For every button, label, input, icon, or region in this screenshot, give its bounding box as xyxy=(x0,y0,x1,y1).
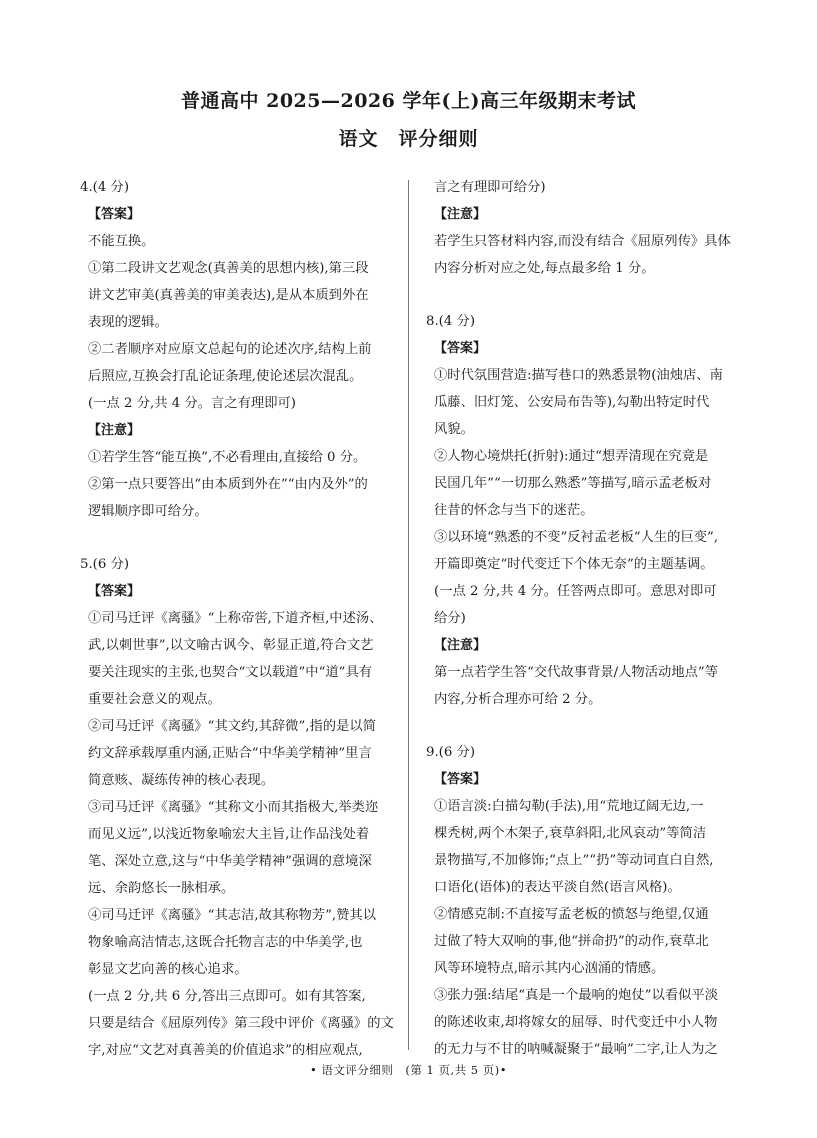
answer-line: 彰显文艺向善的核心追求。 xyxy=(88,962,248,977)
question-4-answer-label: 【答案】 xyxy=(88,207,141,222)
question-4-note xyxy=(80,444,396,525)
note-line: 内容分析对应之处,每点最多给 1 分。 xyxy=(434,261,655,276)
answer-line: (一点 2 分,共 4 分。任答两点即可。意思对即可 xyxy=(434,584,717,599)
answer-line: ②二者顺序对应原文总起句的论述次序,结构上前 xyxy=(88,342,372,357)
answer-line: ①时代氛围营造:描写巷口的熟悉景物(油烛店、南 xyxy=(434,368,723,383)
column-divider xyxy=(408,180,409,1050)
answer-line: 给分) xyxy=(434,611,466,626)
answer-line: 武,以刺世事”,以文喻古讽今、彰显正道,符合文艺 xyxy=(88,638,374,653)
answer-line: 简意赅、凝练传神的核心表现。 xyxy=(88,773,275,788)
note-line: 逻辑顺序即可给分。 xyxy=(88,504,208,519)
answer-line: ①语言淡:白描勾勒(手法),用“荒地辽阔无边,一 xyxy=(434,799,704,814)
answer-line: ①司马迁评《离骚》“上称帝喾,下道齐桓,中述汤、 xyxy=(88,611,383,626)
answer-line: 要关注现实的主张,也契合“文以载道”中“道”具有 xyxy=(88,665,373,680)
answer-line: 只要是结合《屈原列传》第三段中评价《离骚》的文 xyxy=(88,1016,394,1031)
answer-line: ④司马迁评《离骚》“其志洁,故其称物芳”,赞其以 xyxy=(88,908,376,923)
question-8-note xyxy=(426,659,742,713)
note-line: ①若学生答“能互换”,不必看理由,直接给 0 分。 xyxy=(88,450,367,465)
question-5-answer xyxy=(80,605,396,1064)
answer-line: (一点 2 分,共 4 分。言之有理即可) xyxy=(88,396,296,411)
note-line: 第一点若学生答“交代故事背景/人物活动地点”等 xyxy=(434,665,719,680)
answer-line: 后照应,互换会打乱论证条理,使论述层次混乱。 xyxy=(88,369,363,384)
answer-line: ②司马迁评《离骚》“其文约,其辞微”,指的是以简 xyxy=(88,719,376,734)
answer-line: ①第二段讲文艺观念(真善美的思想内核),第三段 xyxy=(88,261,369,276)
answer-line: ②情感克制:不直接写孟老板的愤怒与绝望,仅通 xyxy=(434,907,709,922)
question-4-answer xyxy=(80,228,396,417)
spacer xyxy=(426,282,742,308)
question-8-number: 8.(4 分) xyxy=(426,314,476,329)
question-8-answer xyxy=(426,362,742,632)
answer-line: 开篇即奠定“时代变迁下个体无奈”的主题基调。 xyxy=(434,557,714,572)
question-9-answer-label: 【答案】 xyxy=(434,772,487,787)
page-footer: • 语文评分细则 (第 1 页,共 5 页)• xyxy=(309,1063,508,1077)
answer-line: 物象喻高洁情志,这既合托物言志的中华美学,也 xyxy=(88,935,363,950)
answer-line: 风等环境特点,暗示其内心汹涌的情感。 xyxy=(434,961,665,976)
answer-line: ③以环境“熟悉的不变”反衬孟老板“人生的巨变”, xyxy=(434,530,719,545)
page-title: 普通高中 2025—2026 学年(上)高三年级期末考试 xyxy=(181,90,636,112)
spacer xyxy=(80,525,396,551)
question-9-number: 9.(6 分) xyxy=(426,745,476,760)
answer-line: 棵秃树,两个木架子,衰草斜阳,北风哀动”等简洁 xyxy=(434,826,707,841)
answer-line: 的无力与不甘的呐喊凝聚于“最响”二字,让人为之 xyxy=(434,1042,718,1057)
answer-line: ②人物心境烘托(折射):通过“想弄清现在究竟是 xyxy=(434,449,709,464)
question-8-note-label: 【注意】 xyxy=(434,638,487,653)
question-5-note xyxy=(426,228,742,282)
answer-line: 重要社会意义的观点。 xyxy=(88,692,221,707)
answer-line: 过做了特大双响的事,他“拼命扔”的动作,衰草北 xyxy=(434,934,709,949)
question-5-answer-label: 【答案】 xyxy=(88,584,141,599)
page-subtitle: 语文 评分细则 xyxy=(338,128,479,150)
answer-line: ③张力强:结尾“真是一个最响的炮仗”以看似平淡 xyxy=(434,988,719,1003)
answer-line: 字,对应“文艺对真善美的价值追求”的相应观点, xyxy=(88,1043,363,1058)
note-line: ②第一点只要答出“由本质到外在”“由内及外”的 xyxy=(88,477,368,492)
question-5-note-label: 【注意】 xyxy=(434,207,487,222)
question-9-answer xyxy=(426,793,742,1063)
question-4-note-label: 【注意】 xyxy=(88,423,141,438)
question-8-answer-label: 【答案】 xyxy=(434,341,487,356)
answer-line: 笔、深处立意,这与“中华美学精神”强调的意境深 xyxy=(88,854,372,869)
answer-line: 约文辞承载厚重内涵,正贴合“中华美学精神”里言 xyxy=(88,746,372,761)
spacer xyxy=(426,713,742,739)
answer-line: 讲文艺审美(真善美的审美表达),是从本质到外在 xyxy=(88,288,369,303)
question-5-number: 5.(6 分) xyxy=(80,557,130,572)
left-column xyxy=(80,174,396,1064)
answer-line: 民国几年”“一切那么熟悉”等描写,暗示孟老板对 xyxy=(434,476,712,491)
answer-line: 瓜藤、旧灯笼、公安局布告等),勾勒出特定时代 xyxy=(434,395,710,410)
answer-line: 风貌。 xyxy=(434,422,474,437)
note-line: 内容,分析合理亦可给 2 分。 xyxy=(434,692,602,707)
question-5-answer-continued xyxy=(426,174,742,201)
answer-line: 而见义远”,以浅近物象喻宏大主旨,让作品浅处着 xyxy=(88,827,370,842)
answer-line: 口语化(语体)的表达平淡自然(语言风格)。 xyxy=(434,880,681,895)
note-line: 若学生只答材料内容,而没有结合《屈原列传》具体 xyxy=(434,234,731,249)
question-4-number: 4.(4 分) xyxy=(80,180,130,195)
answer-line: 往昔的怀念与当下的迷茫。 xyxy=(434,503,594,518)
answer-line: 的陈述收束,却将嫁女的屈辱、时代变迁中小人物 xyxy=(434,1015,718,1030)
answer-line: (一点 2 分,共 6 分,答出三点即可。如有其答案, xyxy=(88,989,366,1004)
answer-line: 不能互换。 xyxy=(88,234,155,249)
answer-line: 言之有理即可给分) xyxy=(434,180,546,195)
answer-line: 表现的逻辑。 xyxy=(88,315,168,330)
answer-line: 景物描写,不加修饰;“点上”“扔”等动词直白自然, xyxy=(434,853,714,868)
right-column xyxy=(426,174,742,1063)
answer-line: 远、余韵悠长一脉相承。 xyxy=(88,881,235,896)
answer-line: ③司马迁评《离骚》“其称文小而其指极大,举类迩 xyxy=(88,800,379,815)
